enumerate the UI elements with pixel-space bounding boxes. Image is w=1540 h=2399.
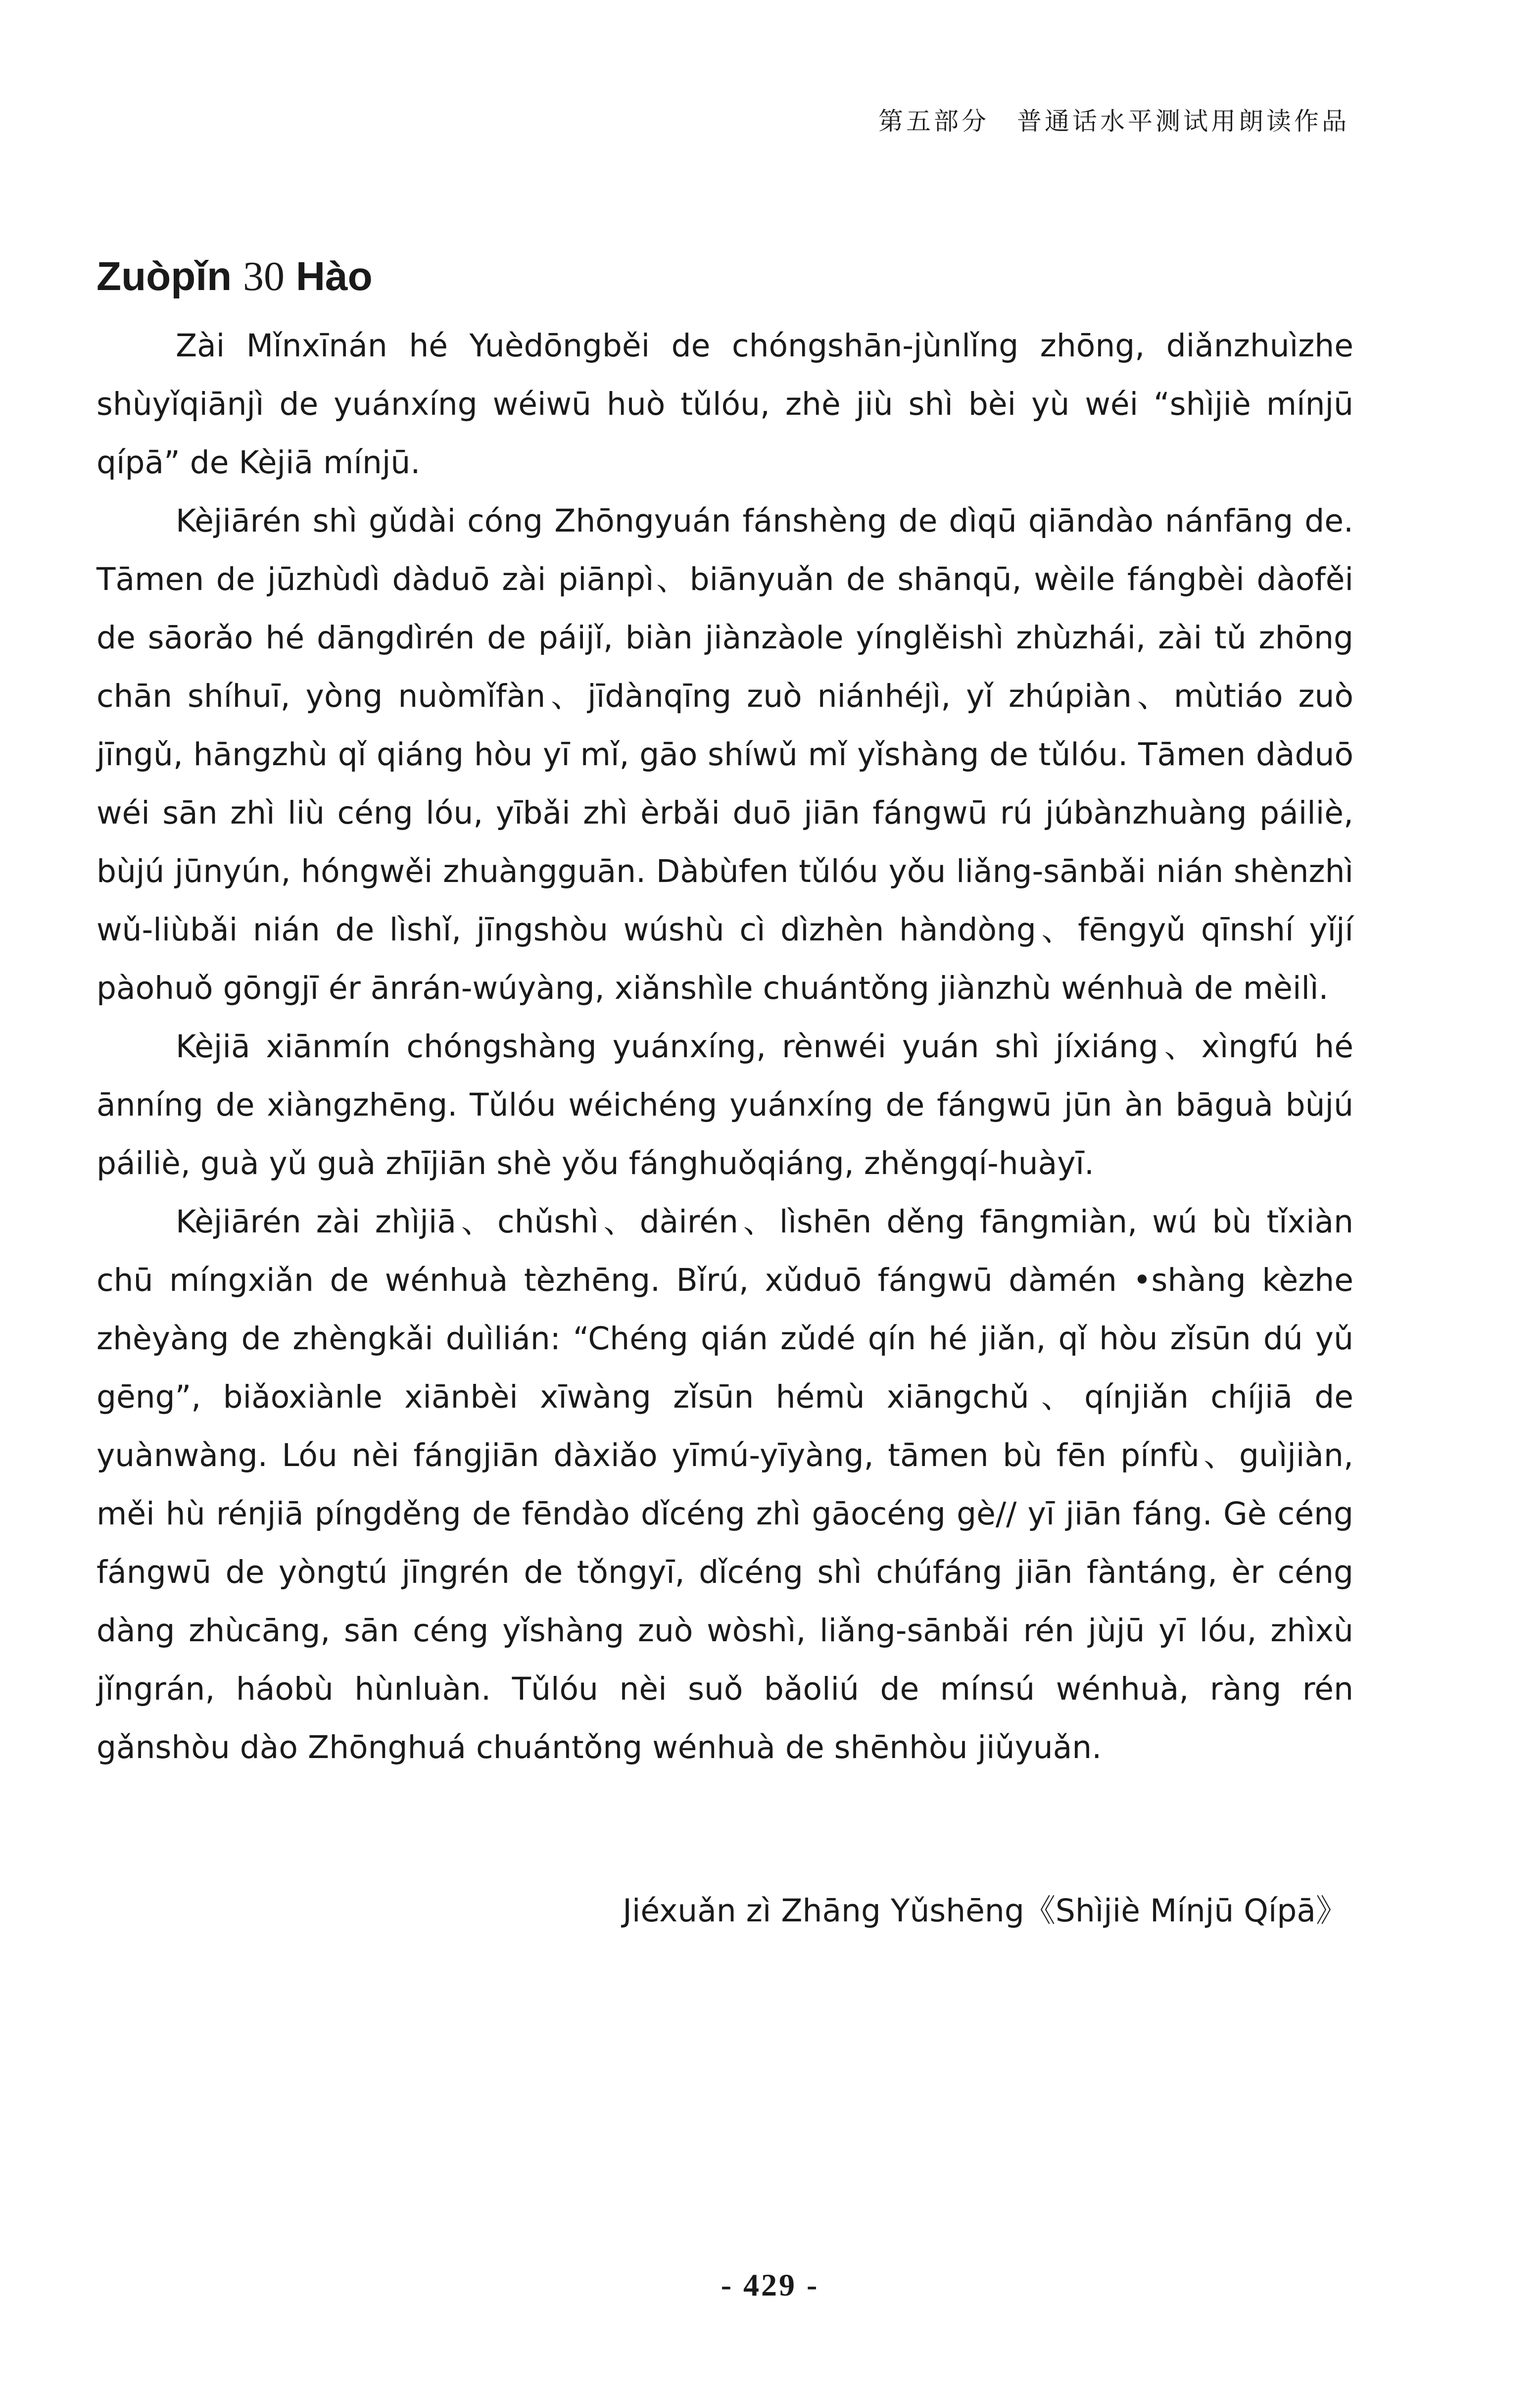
paragraph: Kèjiārén zài zhìjiā、chǔshì、dàirén、lìshēn děng fāngmiàn, wú bù tǐxiàn chū míngxiǎn de wénhuà tèzhēng. Bǐrú, xǔduō fángwū dàmén •shàng kèzhe zhèyàng de zhèngkǎi duìlián: “Chéng qián zǔdé qín hé jiǎn, qǐ hòu zǐsūn dú yǔ gēng”, biǎoxiànle xiānbèi xīwàng zǐsūn hémù xiāngchǔ、qínjiǎn chíjiā de yuànwàng. Lóu nèi fángjiān dàxiǎo yīmú-yīyàng, tāmen bù fēn pínfù、guìjiàn, měi hù rénjiā píngděng de fēndào dǐcéng zhì gāocéng gè// yī jiān fáng. Gè céng fángwū de yòngtú jīngrén de tǒngyī, dǐcéng shì chúfáng jiān fàntáng, èr céng dàng zhùcāng, sān céng yǐshàng zuò wòshì, liǎng-sānbǎi rén jùjū yī lóu, zhìxù jǐngrán, háobù hùnluàn. Tǔlóu nèi suǒ bǎoliú de mínsú wénhuà, ràng rén gǎnshòu dào Zhōnghuá chuántǒng wénhuà de shēnhòu jiǔyuǎn. (96, 1204, 1353, 1765)
piece-title (96, 252, 373, 300)
piece-title-number: 30 (243, 253, 285, 299)
paragraph: Zài Mǐnxīnán hé Yuèdōngběi de chóngshān-jùnlǐng zhōng, diǎnzhuìzhe shùyǐqiānjì de yuánxíng wéiwū huò tǔlóu, zhè jiù shì bèi yù wéi “shìjiè mínjū qípā” de Kèjiā mínjū. (96, 328, 1353, 481)
piece-title-suffix: Hào (295, 254, 373, 299)
paragraph: Kèjiārén shì gǔdài cóng Zhōngyuán fánshèng de dìqū qiāndào nánfāng de. Tāmen de jūzhùdì dàduō zài piānpì、biānyuǎn de shānqū, wèile fángbèi dàofěi de sāorǎo hé dāngdìrén de páijǐ, biàn jiànzàole yínglěishì zhùzhái, zài tǔ zhōng chān shíhuī, yòng nuòmǐfàn、jīdànqīng zuò niánhéjì, yǐ zhúpiàn、mùtiáo zuò jīngǔ, hāngzhù qǐ qiáng hòu yī mǐ, gāo shíwǔ mǐ yǐshàng de tǔlóu. Tāmen dàduō wéi sān zhì liù céng lóu, yībǎi zhì èrbǎi duō jiān fángwū rú júbànzhuàng páiliè, bùjú jūnyún, hóngwěi zhuàngguān. Dàbùfen tǔlóu yǒu liǎng-sānbǎi nián shènzhì wǔ-liùbǎi nián de lìshǐ, jīngshòu wúshù cì dìzhèn hàndòng、fēngyǔ qīnshí yǐjí pàohuǒ gōngjī ér ānrán-wúyàng, xiǎnshìle chuántǒng jiànzhù wénhuà de mèilì. (96, 503, 1353, 1006)
reading-text (96, 317, 1353, 1777)
page-number: - 429 - (721, 2267, 819, 2302)
source-attribution: Jiéxuǎn zì Zhāng Yǔshēng《Shìjiè Mínjū Qípā》 (623, 1893, 1347, 1929)
running-header: 第五部分 普通话水平测试用朗读作品 (878, 107, 1349, 136)
piece-title-word: Zuòpǐn (96, 254, 232, 299)
paragraph: Kèjiā xiānmín chóngshàng yuánxíng, rènwéi yuán shì jíxiáng、xìngfú hé ānníng de xiàngzhēng. Tǔlóu wéichéng yuánxíng de fángwū jūn àn bāguà bùjú páiliè, guà yǔ guà zhījiān shè yǒu fánghuǒqiáng, zhěngqí-huàyī. (96, 1028, 1353, 1181)
